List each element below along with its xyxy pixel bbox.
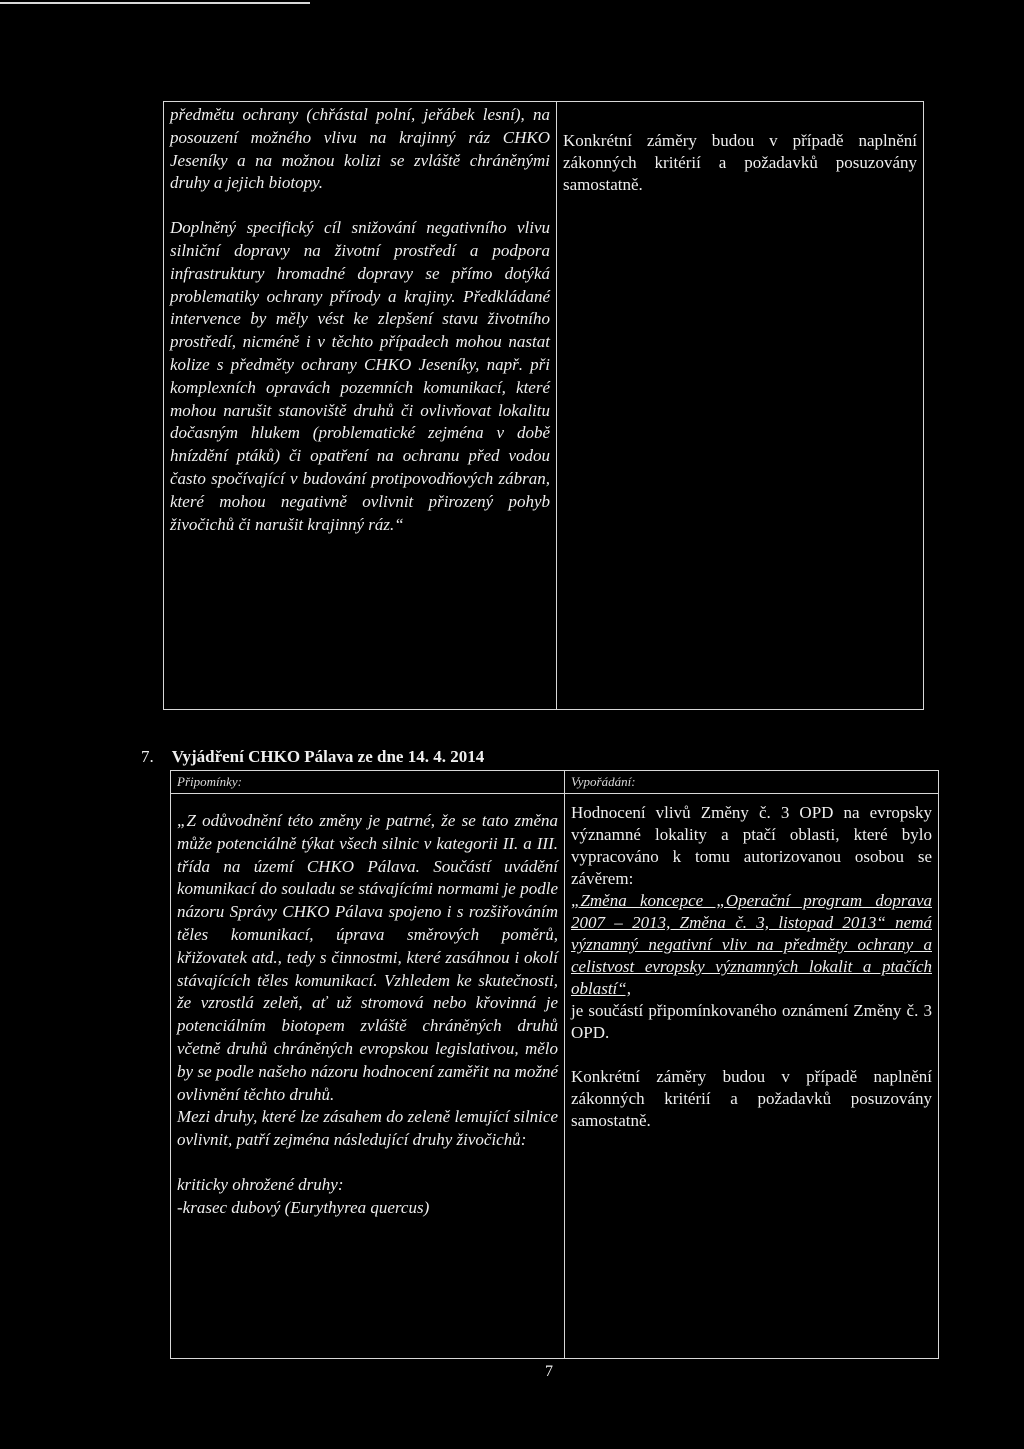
header-resolution: Vypořádání: [565,771,939,794]
resolution-paragraph: je součástí připomínkovaného oznámení Změny č. 3 OPD. [571,1001,932,1042]
comment-line: -krasec dubový (Eurythyrea quercus) [177,1197,430,1217]
resolution-paragraph: Konkrétní záměry budou v případě naplnění zákonných kritérií a požadavků posuzovány samostatně. [571,1067,932,1130]
conclusion-quote: „Změna koncepce „Operační program doprava 2007 – 2013, Změna č. 3, listopad 2013“ nemá významný negativní vliv na předměty ochrany a celistvost evropsky významných lokalit a ptačích oblastí“, [571,891,932,998]
comments-table-palava [170,770,939,1359]
section-title: Vyjádření CHKO Pálava ze dne 14. 4. 2014 [171,747,485,766]
resolution-paragraph: Hodnocení vlivů Změny č. 3 OPD na evropsky významné lokality a ptačí oblasti, které bylo vypracováno k tomu autorizovanou osobou se závěrem: [571,803,932,888]
comment-paragraph: „Z odůvodnění této změny je patrné, že se tato změna může potenciálně týkat všech silnic v kategorii II. a III. třída na území CHKO Pálava. Součástí uvádění komunikací do souladu se stávajícími normami je podle názoru Správy CHKO Pálava spojeno i s rozšiřováním těles komunikací, úprava směrových poměrů, křižovatek atd., tedy s činnostmi, které zasáhnou i okolí stávajících těles komunikací. Vzhledem ke skutečnosti, že vzrostlá zeleň, ať už stromová nebo křovinná je potenciálním biotopem zvláště chráněných druhů včetně druhů chráněných evropskou legislativou, mělo by se podle našeho názoru hodnocení zaměřit na možné ovlivnění těchto druhů. [177,811,558,1104]
header-comments: Připomínky: [171,771,565,794]
resolution-paragraph: Konkrétní záměry budou v případě naplnění zákonných kritérií a požadavků posuzovány samostatně. [563,131,917,194]
comment-line: kriticky ohrožené druhy: [177,1174,344,1194]
comment-cell [171,794,565,1359]
comment-paragraph: Doplněný specifický cíl snižování negativního vlivu silniční dopravy na životní prostředí a podpora infrastruktury hromadné dopravy se přímo dotýká problematiky ochrany přírody a krajiny. Předkládané intervence by měly vést ke zlepšení stavu životního prostředí, nicméně i v těchto případech mohou nastat kolize s předměty ochrany CHKO Jeseníky, např. při komplexních opravách pozemních komunikací, které mohou narušit stanoviště druhů či ovlivňovat lokalitu dočasným hlukem (problematické zejména v době hnízdění ptáků) či opatření na ochranu před vodou často spočívající v budování protipovodňových zábran, které mohou negativně ovlivnit přirozený pohyb živočichů či narušit krajinný ráz.“ [170,218,550,534]
top-border-line [0,2,310,4]
section-number: 7. [141,747,154,766]
table-row [171,794,939,1359]
page-number: 7 [545,1363,553,1380]
resolution-cell [557,102,924,710]
table-header-row [171,771,939,794]
comment-paragraph: předmětu ochrany (chřástal polní, jeřábek lesní), na posouzení možného vlivu na krajinný ráz CHKO Jeseníky a na možnou kolizi se zvláště chráněnými druhy a jejich biotopy. [170,105,550,193]
section-heading [141,747,484,767]
resolution-cell [565,794,939,1359]
comments-table-jeseniky [163,101,924,710]
table-row [164,102,924,710]
comment-paragraph: Mezi druhy, které lze zásahem do zeleně lemující silnice ovlivnit, patří zejména následující druhy živočichů: [177,1107,558,1150]
comment-cell [164,102,557,710]
